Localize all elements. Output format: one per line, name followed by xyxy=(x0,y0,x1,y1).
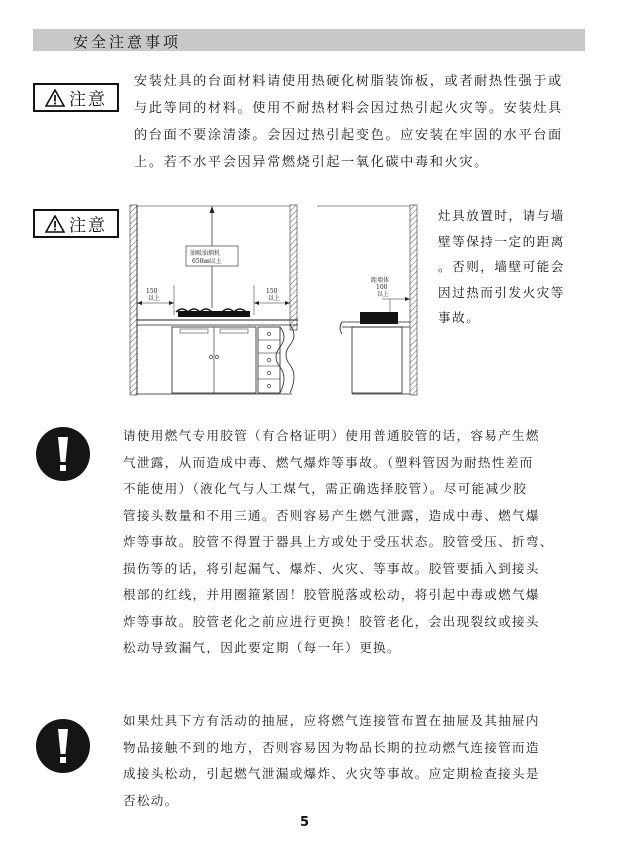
text-line: 壁等保持一定的距离 xyxy=(438,233,565,249)
notice-label-2: 注意 xyxy=(69,216,107,236)
wall-value: 100 xyxy=(376,284,388,291)
left-gap-unit: 以上 xyxy=(148,295,161,302)
notice-box-1 xyxy=(33,83,119,112)
installation-clearance-diagram xyxy=(120,200,425,400)
text-line: 成接头松动，引起燃气泄漏或爆炸、火灾等事故。应定期检查接头是 xyxy=(123,766,540,781)
text-line: 事故。 xyxy=(438,310,481,325)
hood-label-line1: 油吸油烟机 xyxy=(190,250,221,257)
section3-paragraph xyxy=(123,423,554,662)
hood-label-line2: 650㎜以上 xyxy=(192,258,222,265)
section-title: 安全注意事项 xyxy=(73,33,182,51)
section4-paragraph xyxy=(123,708,540,814)
right-gap-value: 150 xyxy=(266,288,278,295)
left-gap-value: 150 xyxy=(146,288,158,295)
warning-triangle-icon xyxy=(45,215,65,233)
text-line: 根部的红线，并用圈箍紧固！胶管脱落或松动，将引起中毒或燃气爆 xyxy=(123,587,540,602)
text-line: 安装灶具的台面材料请使用热硬化树脂装饰板，或者耐热性强于或 xyxy=(134,74,563,89)
right-wall-hatch xyxy=(290,205,297,330)
text-line: 与此等同的材料。使用不耐热材料会因过热引起火灾等。安装灶具 xyxy=(134,101,563,116)
text-line: 否松动。 xyxy=(123,792,179,808)
notice-box-2 xyxy=(33,209,119,238)
warning-triangle-icon xyxy=(45,89,65,107)
text-line: 炸等事故。胶管老化之前应进行更换！胶管老化，会出现裂纹或接头 xyxy=(123,613,540,629)
text-line: 的台面不要涂清漆。会因过热引起变色。应安装在牢固的水平台面 xyxy=(134,128,563,143)
stove-top xyxy=(178,311,250,317)
text-line: 灶具放置时，请与墙 xyxy=(438,208,565,223)
text-line: 管接头数量和不用三通。否则容易产生燃气泄露，造成中毒、燃气爆 xyxy=(123,507,540,523)
page-number: 5 xyxy=(300,815,310,830)
notice-label-1: 注意 xyxy=(69,90,107,110)
section-header-bar xyxy=(33,29,585,51)
text-line: 请使用燃气专用胶管（有合格证明）使用普通胶管的话，容易产生燃 xyxy=(123,428,540,443)
side-wall-hatch xyxy=(410,205,417,395)
text-line: 松动导致漏气，因此要定期（每一年）更换。 xyxy=(123,640,401,655)
exclamation-circle-icon xyxy=(56,435,70,473)
side-cabinet xyxy=(352,327,402,393)
alert-circle-2 xyxy=(36,719,90,773)
text-line: 物品接触不到的地方，否则容易因为物品长期的拉动燃气连接管而造 xyxy=(123,739,540,755)
left-wall-hatch xyxy=(130,205,137,395)
text-line: 如果灶具下方有活动的抽屉，应将燃气连接管布置在抽屉及其抽屉内 xyxy=(123,713,540,728)
wall-label: 距墙体 xyxy=(371,277,390,284)
text-line: 损伤等的话，将引起漏气、爆炸、火灾、等事故。胶管要插入到接头 xyxy=(123,560,540,576)
section1-paragraph xyxy=(134,68,563,176)
section2-paragraph xyxy=(438,203,565,331)
right-gap-unit: 以上 xyxy=(268,295,281,302)
exclamation-circle-icon xyxy=(56,727,70,765)
wall-unit: 以上 xyxy=(377,291,390,298)
text-line: 。否则，墙壁可能会 xyxy=(438,259,565,274)
text-line: 不能使用）（液化气与人工煤气，需正确选择胶管）。尽可能减少胶 xyxy=(123,481,528,496)
text-line: 炸等事故。胶管不得置于器具上方或处于受压状态。胶管受压、折弯、 xyxy=(123,534,554,549)
alert-circle-1 xyxy=(36,427,90,481)
text-line: 气泄露，从而造成中毒、燃气爆炸等事故。（塑料管因为耐热性差而 xyxy=(123,454,534,470)
text-line: 因过热而引发火灾等 xyxy=(438,284,565,300)
text-line: 上。若不水平会因异常燃烧引起一氧化碳中毒和火灾。 xyxy=(134,155,489,170)
